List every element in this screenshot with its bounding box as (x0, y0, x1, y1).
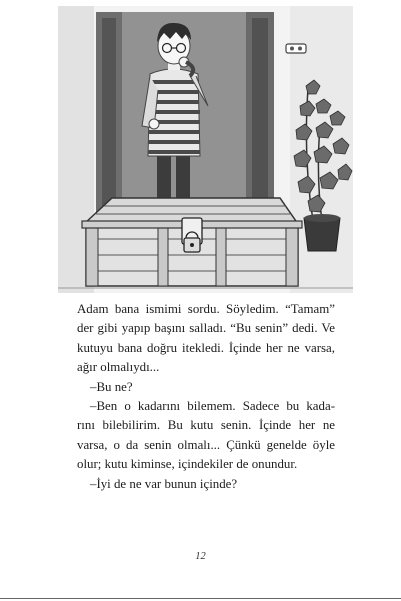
padlock-icon (182, 218, 202, 252)
wooden-chest (82, 198, 302, 286)
text-line: rını bilebilirim. Bu kutu senin. İçinde her ne (77, 418, 335, 433)
text-line: –Bu ne? (90, 379, 133, 394)
page-number: 12 (195, 551, 206, 562)
text-line: kutuyu bana doğru itekledi. İçinde her ne varsa, (77, 340, 335, 355)
text-line: ağır olmalıydı... (77, 360, 160, 375)
door-nameplate-icon (286, 44, 306, 53)
text-line: –Ben o kadarını bilemem. Sadece bu kada- (90, 398, 335, 413)
dialogue-line (77, 475, 335, 494)
dialogue-line (77, 397, 335, 475)
door-frame-left (96, 12, 122, 212)
door-frame-right (246, 12, 274, 212)
text-line: der gibi yapıp başını salladı. “Bu senin” dedi. Ve (77, 321, 335, 336)
boy-with-wooden-chest-illustration (58, 6, 353, 293)
text-line: varsa, o da senin olmalı... Çünkü genelde öyle (77, 437, 335, 452)
text-line: olur; kutu kiminse, içindekiler de onundur. (77, 457, 298, 472)
bottom-rule (0, 598, 401, 599)
story-text (77, 300, 335, 494)
dialogue-line (77, 378, 335, 397)
text-line: Adam bana ismimi sordu. Söyledim. “Tamam” (77, 302, 335, 316)
paragraph (77, 300, 335, 378)
text-line: –İyi de ne var bunun içinde? (90, 476, 238, 491)
